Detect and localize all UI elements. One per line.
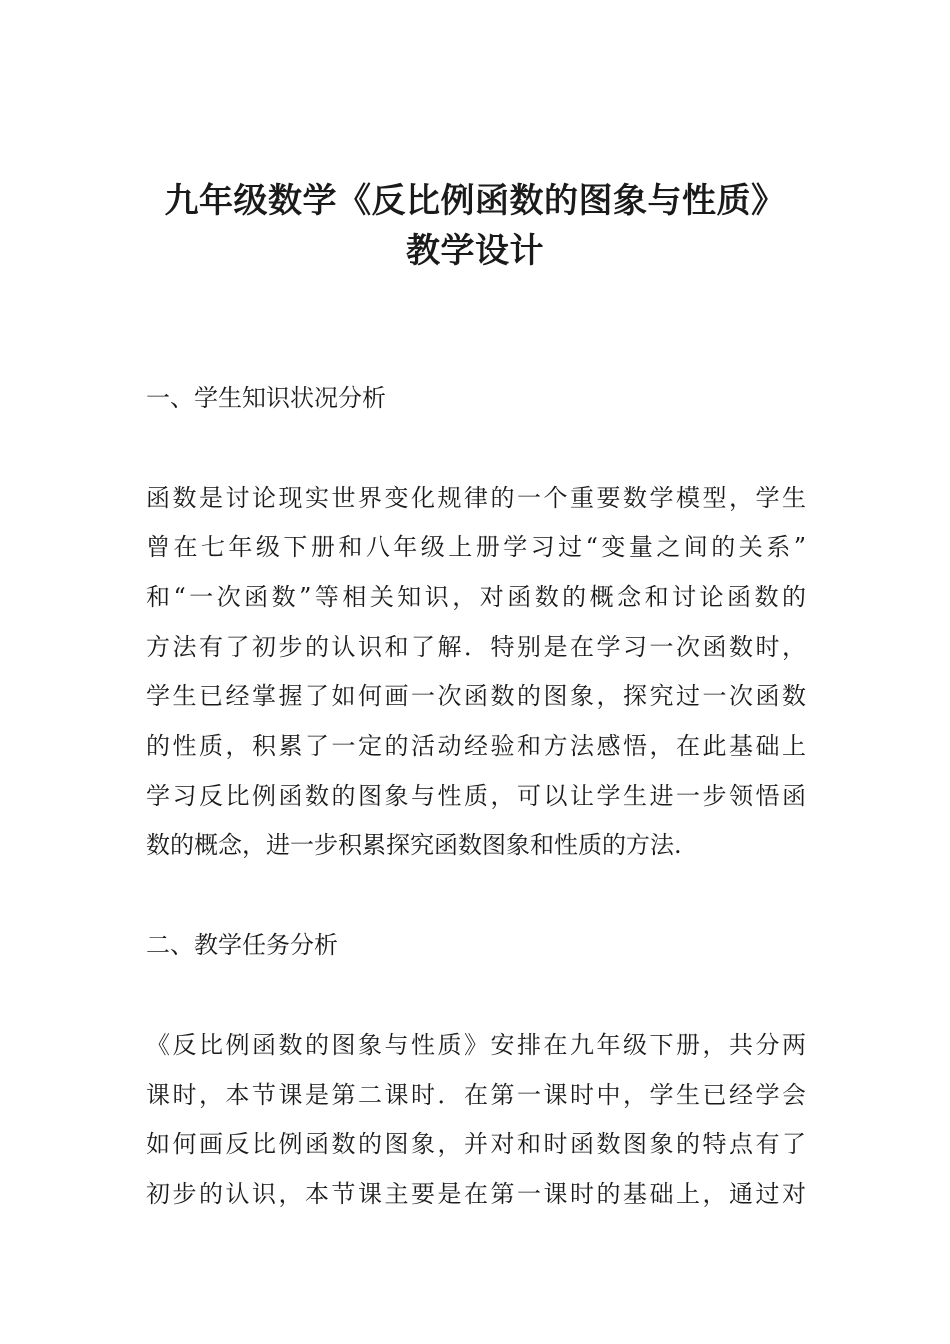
section-1-line-3: 和“一次函数”等相关知识，对函数的概念和讨论函数的 bbox=[146, 583, 806, 611]
section-heading-2: 二、教学任务分析 bbox=[146, 931, 338, 959]
section-1-line-4: 方法有了初步的认识和了解．特别是在学习一次函数时， bbox=[146, 633, 806, 661]
section-2-line-4: 初步的认识，本节课主要是在第一课时的基础上，通过对 bbox=[146, 1180, 806, 1208]
section-2-line-3: 如何画反比例函数的图象，并对和时函数图象的特点有了 bbox=[146, 1130, 806, 1158]
document-title-line-2: 教学设计 bbox=[406, 231, 544, 271]
section-heading-1: 一、学生知识状况分析 bbox=[146, 384, 386, 412]
section-1-line-7: 学习反比例函数的图象与性质，可以让学生进一步领悟函 bbox=[146, 782, 806, 810]
section-1-line-1: 函数是讨论现实世界变化规律的一个重要数学模型，学生 bbox=[146, 484, 806, 512]
section-2-line-1: 《反比例函数的图象与性质》安排在九年级下册，共分两 bbox=[146, 1031, 806, 1059]
section-1-line-6: 的性质，积累了一定的活动经验和方法感悟，在此基础上 bbox=[146, 732, 806, 760]
section-1-line-8: 数的概念，进一步积累探究函数图象和性质的方法. bbox=[146, 831, 682, 859]
section-2-line-2: 课时，本节课是第二课时．在第一课时中，学生已经学会 bbox=[146, 1081, 806, 1109]
section-1-line-5: 学生已经掌握了如何画一次函数的图象，探究过一次函数 bbox=[146, 682, 806, 710]
section-1-line-2: 曾在七年级下册和八年级上册学习过“变量之间的关系” bbox=[146, 533, 806, 561]
document-title-line-1: 九年级数学《反比例函数的图象与性质》 bbox=[164, 181, 786, 221]
